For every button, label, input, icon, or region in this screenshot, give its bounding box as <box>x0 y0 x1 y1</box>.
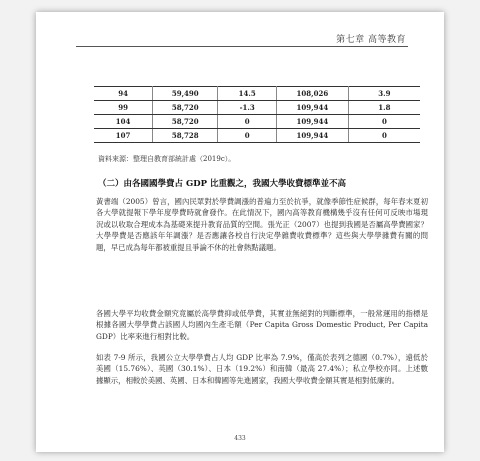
page-number: 433 <box>234 435 246 442</box>
table-cell: 107 <box>94 129 153 143</box>
table-cell: 58,720 <box>153 101 218 115</box>
table-cell: 109,944 <box>277 115 349 129</box>
table-cell: 1.8 <box>348 101 420 115</box>
table-cell: 109,944 <box>277 129 349 143</box>
header-divider <box>76 46 408 47</box>
table-cell: 94 <box>94 87 153 101</box>
table-cell: 0 <box>218 129 277 143</box>
table-cell: 0 <box>348 129 420 143</box>
document-page <box>36 12 444 452</box>
table-source-note: 資料來源：整理自教育部統計處（2019c）。 <box>98 155 236 163</box>
body-paragraph: 黃書端（2005）曾言，國內民眾對於學費調漲的普遍力至於抗爭，就像季節性症候群，每年春末夏初各大學就提報下學年度學費時就會發作。在此情況下，國內高等教育機構幾乎沒有任何可反映市場現況或以收取合理成本為基礎來提升教育品質的空間。張光正（2007）也提到我國是否屬高學費國家？大學學費是否應該年年調漲？是否應讓各校自行決定學雜費收費標準？這些與大學學雜費有關的問題，早已成為每年都被重提且爭論不休的社會熱點議題。 <box>96 197 428 252</box>
table-cell: 58,720 <box>153 115 218 129</box>
table-cell: 108,026 <box>277 87 349 101</box>
table-cell: 104 <box>94 115 153 129</box>
chapter-header: 第七章 高等教育 <box>336 35 406 45</box>
table-cell: 0 <box>218 115 277 129</box>
table-cell: 0 <box>348 115 420 129</box>
table-cell: 58,728 <box>153 129 218 143</box>
table-cell: 3.9 <box>348 87 420 101</box>
table-row <box>94 115 420 129</box>
table-row <box>94 87 420 101</box>
body-paragraph: 如表 7-9 所示，我國公立大學學費占人均 GDP 比率為 7.9%，僅高於表列之德國（0.7%），遠低於美國（15.76%）、英國（30.1%）、日本（19.2%）和南韓（最高 27.4%）；私立學校亦同。上述數據顯示，相較於美國、英國、日本和韓國等先進國家，我國大學收費金額其實是相對低廉的。 <box>96 353 428 385</box>
table-cell: 14.5 <box>218 87 277 101</box>
table-cell: 59,490 <box>153 87 218 101</box>
table-cell: 99 <box>94 101 153 115</box>
section-heading: （二）由各國國學費占 GDP 比重觀之，我國大學收費標準並不高 <box>98 179 346 189</box>
tuition-table <box>94 86 420 143</box>
table-cell: 109,944 <box>277 101 349 115</box>
table-cell: -1.3 <box>218 101 277 115</box>
body-paragraph: 各國大學平均收費金額究竟屬於高學費抑或低學費，其實並無絕對的判斷標準，一般常運用的指標是根據各國大學學費占該國人均國內生產毛額（Per Capita Gross Domestic Product, Per Capita GDP）比率來進行相對比較。 <box>96 309 428 341</box>
table-row <box>94 129 420 143</box>
table-row <box>94 101 420 115</box>
